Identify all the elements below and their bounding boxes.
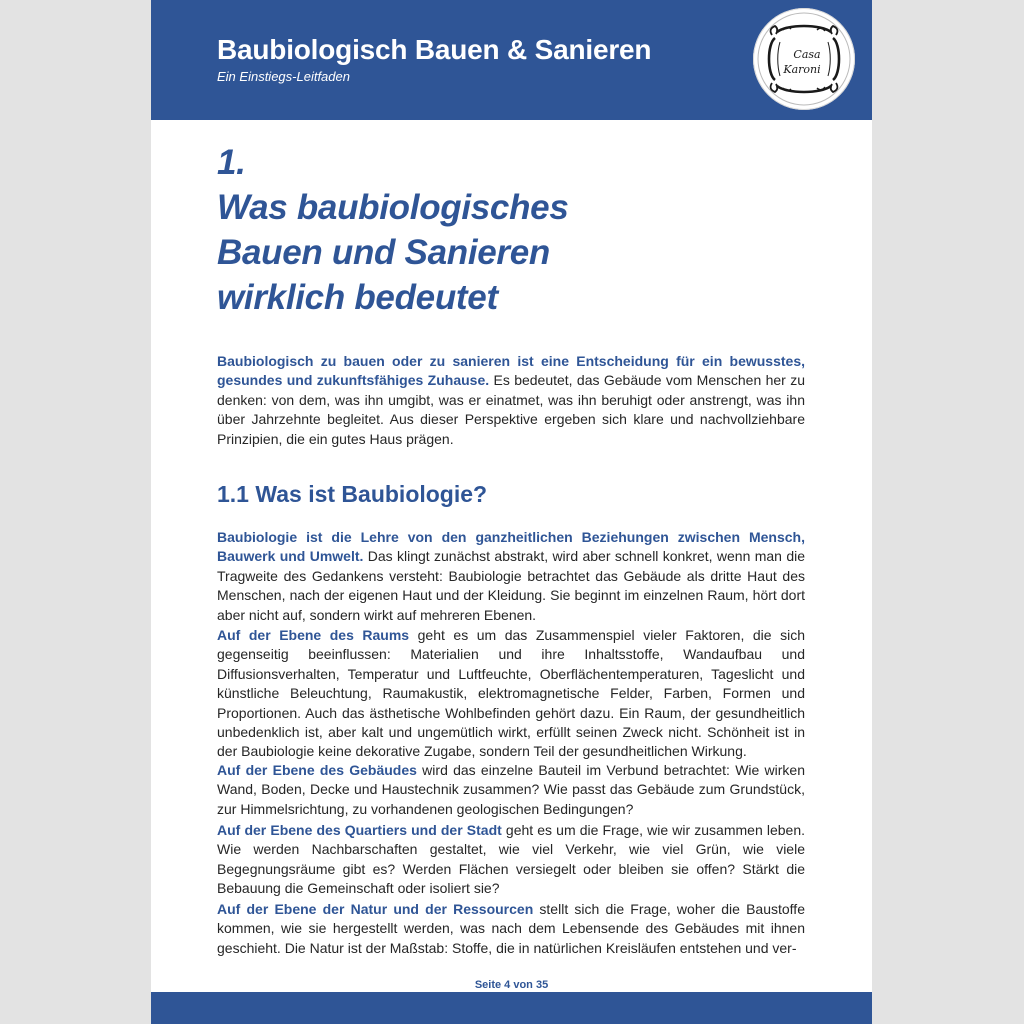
paragraph-body: geht es um das Zusammenspiel vieler Faktoren, die sich gegenseitig beeinflussen: Materialien und ihre Inhaltsstoffe, Wandaufbau und Diffusionsverhalten, Temperatur und Luftfeuchte, Oberflächentemperaturen, Tageslicht und künstliche Beleuchtung, Raumakustik, elektromagnetische Felder, Farben, Formen und Proportionen. Auch das ästhetische Wohlbefinden gehört dazu. Ein Raum, der gesundheitlich unbedenklich ist, aber kalt und ungemütlich wirkt, erfüllt seinen Zweck nicht. Schönheit ist in der Baubiologie keine dekorative Zugabe, sondern Teil der gesundheitlichen Wirkung. <box>217 627 805 760</box>
logo-text-karoni: Karoni <box>783 63 821 76</box>
page-number: Seite 4 von 35 <box>474 979 549 991</box>
paragraph-lead: Auf der Ebene des Quartiers und der Stadt <box>217 822 502 838</box>
paragraph-body: stellt sich die Frage, woher die Baustoffe kommen, wie sie hergestellt werden, was nach dem Lebensende des Gebäudes mit ihnen geschieht. Die Natur ist der Maßstab: Stoffe, die in natürlichen Kreisläufen entstehen und ver- <box>217 901 805 956</box>
chapter-title-line: Bauen und Sanieren <box>217 233 550 272</box>
paragraph-lead: Auf der Ebene des Gebäudes <box>217 762 417 778</box>
body-paragraph <box>217 626 805 762</box>
intro-body: Es bedeutet, das Gebäude vom Menschen her zu denken: von dem, was ihn umgibt, was er einatmet, was ihn beruhigt oder anstrengt, was ihn über Jahrzehnte begleitet. Aus dieser Perspektive ergeben sich klare und nachvollziehbare Prinzipien, die ein gutes Haus prägen. <box>217 372 805 447</box>
body-paragraph <box>217 528 805 625</box>
page-header <box>151 0 872 120</box>
paragraph-lead: Auf der Ebene der Natur und der Ressourcen <box>217 901 534 917</box>
body-paragraph <box>217 821 805 899</box>
paragraph-body: geht es um die Frage, wie wir zusammen leben. Wie werden Nachbarschaften gestaltet, wie viel Verkehr, wie viel Grün, wie viele Begegnungsräume gibt es? Werden Flächen versiegelt oder bleiben sie offen? Stärkt die Bebauung die Gemeinschaft oder isoliert sie? <box>217 822 805 897</box>
paragraph-lead: Auf der Ebene des Raums <box>217 627 410 643</box>
body-paragraph <box>217 761 805 819</box>
intro-lead: Baubiologisch zu bauen oder zu sanieren ist eine Entscheidung für ein bewusstes, gesundes und zukunftsfähiges Zuhause. <box>217 353 805 389</box>
paragraph-body: Das klingt zunächst abstrakt, wird aber schnell konkret, wenn man die Tragweite des Gedankens versteht: Baubiologie betrachtet das Gebäude als dritte Haut des Menschen, nach der eigenen Haut und der Kleidung. Sie beginnt im einzelnen Raum, hört dort aber nicht auf, sondern wirkt auf mehreren Ebenen. <box>217 548 805 623</box>
document-page <box>151 0 872 1024</box>
paragraph-lead: Baubiologie ist die Lehre von den ganzheitlichen Beziehungen zwischen Mensch, Bauwerk und Umwelt. <box>217 529 805 565</box>
body-paragraph <box>217 900 805 958</box>
chapter-title <box>217 140 569 320</box>
section-title: 1.1 Was ist Baubiologie? <box>217 481 488 507</box>
chapter-number: 1. <box>217 143 246 182</box>
chapter-title-line: Was baubiologisches <box>217 188 569 227</box>
document-subtitle: Ein Einstiegs-Leitfaden <box>217 69 350 84</box>
casa-karoni-logo <box>753 8 855 110</box>
document-title: Baubiologisch Bauen & Sanieren <box>217 34 652 65</box>
page-footer-bar <box>151 992 872 1024</box>
chapter-title-line: wirklich bedeutet <box>217 278 498 317</box>
paragraph-body: wird das einzelne Bauteil im Verbund betrachtet: Wie wirken Wand, Boden, Decke und Haustechnik zusammen? Wie passt das Gebäude zum Grundstück, zur Himmelsrichtung, zu vorhandenen geologischen Bedingungen? <box>217 762 806 817</box>
intro-paragraph <box>217 352 805 449</box>
logo-text-casa: Casa <box>793 48 821 61</box>
